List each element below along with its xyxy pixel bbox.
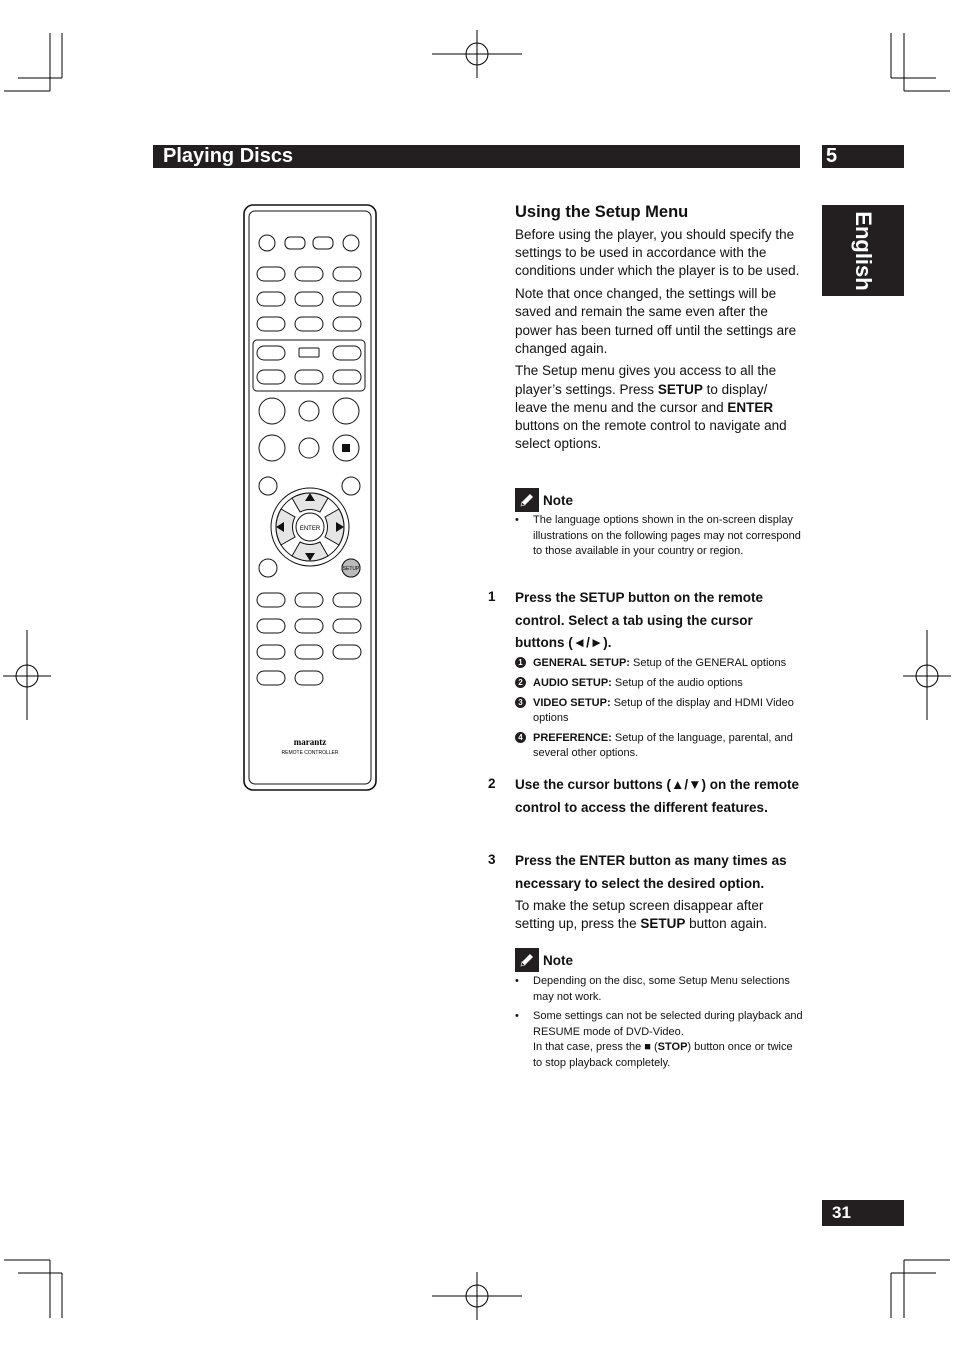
note-list-1 bbox=[515, 513, 803, 560]
option-number-badge: 4 bbox=[515, 732, 526, 743]
note-header-1 bbox=[515, 488, 573, 512]
step-number-1: 1 bbox=[488, 589, 496, 604]
intro-paragraph-3: The Setup menu gives you access to all the player’s settings. Press SETUP to display/ leave the menu and the cursor and ENTER buttons on the remote control to navigate and select options. bbox=[515, 363, 787, 452]
intro-paragraph-2: Note that once changed, the settings will be saved and remain the same even after the power has been turned off until the settings are changed again. bbox=[515, 286, 797, 356]
enter-key-label: ENTER bbox=[299, 526, 321, 532]
step-3-followup: To make the setup screen disappear after setting up, press the SETUP button again. bbox=[515, 898, 768, 932]
intro-paragraph-1: Before using the player, you should specify the settings to be used in accordance with the conditions under which the player is to be used. bbox=[515, 227, 800, 279]
step-3-text: Press the ENTER button as many times as necessary to select the desired option. bbox=[515, 853, 787, 891]
language-tab-label: English bbox=[851, 210, 876, 291]
remote-caption: REMOTE CONTROLLER bbox=[281, 750, 339, 756]
option-item: 2 AUDIO SETUP: Setup of the audio options bbox=[515, 676, 805, 691]
note-label-2: Note bbox=[543, 952, 573, 968]
note-list-2 bbox=[515, 974, 803, 1072]
note-header-2 bbox=[515, 948, 573, 972]
pencil-icon bbox=[515, 488, 539, 512]
setup-options-list bbox=[515, 656, 805, 766]
option-item: 1 GENERAL SETUP: Setup of the GENERAL options bbox=[515, 656, 805, 671]
intro-text bbox=[515, 226, 803, 453]
step-2-text: Use the cursor buttons (▲/▼) on the remote control to access the different features. bbox=[515, 777, 799, 815]
remote-control-illustration bbox=[243, 204, 378, 792]
step-number-3: 3 bbox=[488, 852, 496, 867]
setup-key-label: SETUP bbox=[342, 566, 360, 572]
option-number-badge: 1 bbox=[515, 657, 526, 668]
section-header-bar bbox=[153, 145, 800, 168]
option-item: 3 VIDEO SETUP: Setup of the display and HDMI Video options bbox=[515, 696, 805, 727]
note-item: • Depending on the disc, some Setup Menu selections may not work. bbox=[515, 974, 803, 1005]
pencil-icon bbox=[515, 948, 539, 972]
remote-brand-logo: marantz bbox=[293, 737, 327, 747]
option-item: 4 PREFERENCE: Setup of the language, parental, and several other options. bbox=[515, 731, 805, 762]
step-number-2: 2 bbox=[488, 776, 496, 791]
section-heading: Using the Setup Menu bbox=[515, 203, 689, 221]
section-title: Playing Discs bbox=[163, 145, 294, 167]
option-number-badge: 3 bbox=[515, 697, 526, 708]
note-item: • The language options shown in the on-screen display illustrations on the following pages may not correspond to those available in your country or region. bbox=[515, 513, 803, 560]
chapter-number-box bbox=[822, 145, 904, 168]
step-1-text: Press the SETUP button on the remote control. Select a tab using the cursor buttons (◄/►). bbox=[515, 590, 764, 650]
page-number: 31 bbox=[832, 1203, 851, 1222]
option-number-badge: 2 bbox=[515, 677, 526, 688]
note-label-1: Note bbox=[543, 492, 573, 508]
language-tab bbox=[822, 205, 904, 296]
page-number-box bbox=[822, 1200, 904, 1226]
note-item: • Some settings can not be selected during playback and RESUME mode of DVD-Video. In that case, press the ■ (STOP) button once or twice to stop playback completely. bbox=[515, 1009, 803, 1071]
chapter-number: 5 bbox=[826, 145, 838, 167]
